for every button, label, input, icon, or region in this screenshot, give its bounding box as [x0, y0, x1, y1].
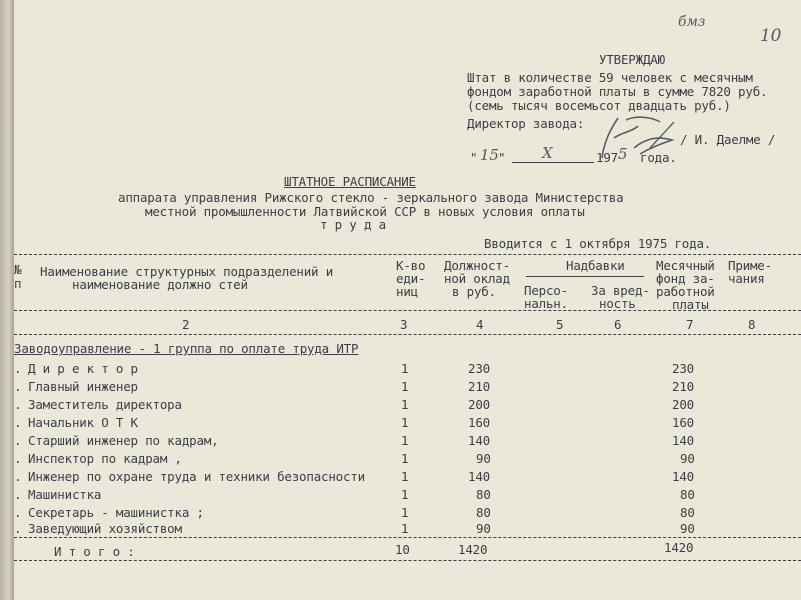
date-month: X	[542, 144, 553, 162]
row-qty: 1	[401, 521, 409, 536]
header-qty-2: еди-	[396, 271, 426, 286]
director-name: / И. Даелме /	[680, 132, 776, 147]
row-fund: 140	[672, 469, 694, 484]
header-fund-3: работной	[656, 284, 715, 299]
row-position-name: Машинистка	[28, 487, 102, 502]
date-quote-close: "	[498, 150, 506, 165]
row-fund: 90	[680, 521, 695, 536]
row-salary: 80	[476, 505, 491, 520]
header-qty-3: ниц	[396, 284, 418, 299]
header-notes-2: чания	[728, 271, 765, 286]
archive-code-mark: бмз	[678, 14, 706, 30]
title-line-2: местной промышленности Латвийской ССР в новых условия оплаты	[145, 204, 585, 219]
row-salary: 90	[476, 451, 491, 466]
header-fund-4: платы	[672, 297, 709, 312]
date-month-underline	[512, 162, 594, 163]
header-fund-1: Месячный	[656, 258, 715, 273]
row-bullet: .	[14, 505, 22, 520]
totals-salary: 1420	[458, 542, 488, 557]
totals-fund: 1420	[664, 540, 694, 555]
header-bonus-rule	[526, 276, 644, 277]
row-position-name: Заведующий хозяйством	[28, 521, 182, 536]
document-sheet	[14, 0, 801, 600]
row-bullet: .	[14, 379, 22, 394]
header-no-1: №	[14, 262, 22, 277]
row-position-name: Инженер по охране труда и техники безопасности	[28, 469, 365, 484]
row-fund: 200	[672, 397, 694, 412]
row-position-name: Секретарь - машинистка ;	[28, 505, 204, 520]
row-qty: 1	[401, 487, 409, 502]
row-fund: 160	[672, 415, 694, 430]
effective-date: Вводится с 1 октября 1975 года.	[484, 236, 712, 251]
colnum-5: 5	[556, 317, 564, 332]
totals-bottom-rule	[14, 560, 801, 561]
row-position-name: Заместитель директора	[28, 397, 182, 412]
row-salary: 210	[468, 379, 490, 394]
header-bonus-personal-1: Персо-	[524, 283, 568, 298]
date-day: 15	[480, 146, 499, 164]
row-fund: 230	[672, 361, 694, 376]
colnum-4: 4	[476, 317, 484, 332]
row-salary: 230	[468, 361, 490, 376]
title-line-1: аппарата управления Рижского стекло - зеркального завода Министерства	[118, 190, 624, 205]
approval-line-2: фондом заработной платы в сумме 7820 руб.	[467, 84, 768, 99]
row-fund: 80	[680, 505, 695, 520]
director-label: Директор завода:	[467, 116, 585, 131]
header-salary-3: в руб.	[452, 284, 496, 299]
totals-qty: 10	[395, 542, 410, 557]
approval-title: УТВЕРЖДАЮ	[599, 52, 665, 67]
row-salary: 160	[468, 415, 490, 430]
row-bullet: .	[14, 487, 22, 502]
row-salary: 140	[468, 433, 490, 448]
row-fund: 90	[680, 451, 695, 466]
row-qty: 1	[401, 433, 409, 448]
row-qty: 1	[401, 379, 409, 394]
totals-top-rule	[14, 537, 801, 538]
header-mid-rule	[14, 310, 801, 311]
header-bottom-rule	[14, 334, 801, 335]
colnum-7: 7	[686, 317, 694, 332]
colnum-2: 2	[182, 317, 190, 332]
row-position-name: Инспектор по кадрам ,	[28, 451, 182, 466]
header-qty-1: К-во	[396, 258, 426, 273]
row-bullet: .	[14, 397, 22, 412]
row-salary: 200	[468, 397, 490, 412]
row-qty: 1	[401, 469, 409, 484]
header-bonus: Надбавки	[566, 258, 625, 273]
row-qty: 1	[401, 505, 409, 520]
row-bullet: .	[14, 451, 22, 466]
row-qty: 1	[401, 397, 409, 412]
colnum-6: 6	[614, 317, 622, 332]
row-fund: 140	[672, 433, 694, 448]
date-quote-open: "	[470, 150, 478, 165]
row-position-name: Начальник О Т К	[28, 415, 138, 430]
row-qty: 1	[401, 415, 409, 430]
header-name-2: наименование должно стей	[72, 277, 248, 292]
row-position-name: Главный инженер	[28, 379, 138, 394]
row-qty: 1	[401, 361, 409, 376]
row-position-name: Старший инженер по кадрам,	[28, 433, 219, 448]
header-no-2: п	[14, 276, 22, 291]
row-fund: 80	[680, 487, 695, 502]
header-salary-1: Должност-	[444, 258, 510, 273]
date-year-prefix: 197	[596, 150, 618, 165]
date-suffix: года.	[640, 150, 677, 165]
header-notes-1: Приме-	[728, 258, 772, 273]
row-bullet: .	[14, 415, 22, 430]
header-bonus-personal-2: нальн.	[524, 296, 568, 311]
row-bullet: .	[14, 521, 22, 536]
header-bonus-harm-2: ность	[599, 296, 636, 311]
row-qty: 1	[401, 451, 409, 466]
row-bullet: .	[14, 361, 22, 376]
row-salary: 140	[468, 469, 490, 484]
approval-line-3: (семь тысяч восемьсот двадцать руб.)	[467, 98, 731, 113]
binder-edge	[0, 0, 14, 600]
row-bullet: .	[14, 433, 22, 448]
header-top-rule	[14, 254, 801, 255]
row-salary: 90	[476, 521, 491, 536]
colnum-3: 3	[400, 317, 408, 332]
header-fund-2: фонд за-	[656, 271, 715, 286]
row-bullet: .	[14, 469, 22, 484]
approval-line-1: Штат в количестве 59 человек с месячным	[467, 70, 753, 85]
row-position-name: Д и р е к т о р	[28, 361, 138, 376]
date-year-suffix: 5	[618, 145, 628, 163]
row-salary: 80	[476, 487, 491, 502]
header-salary-2: ной оклад	[444, 271, 510, 286]
totals-label: И т о г о :	[54, 544, 135, 559]
document-title: ШТАТНОЕ РАСПИСАНИЕ	[284, 174, 416, 189]
row-fund: 210	[672, 379, 694, 394]
header-bonus-harm-1: За вред-	[591, 283, 650, 298]
page-number-mark: 10	[760, 26, 782, 46]
section-title: Заводоуправление - 1 группа по оплате труда ИТР	[14, 341, 359, 356]
colnum-8: 8	[748, 317, 756, 332]
title-line-3: т р у д а	[320, 217, 386, 232]
header-name-1: Наименование структурных подразделений и	[40, 264, 334, 279]
